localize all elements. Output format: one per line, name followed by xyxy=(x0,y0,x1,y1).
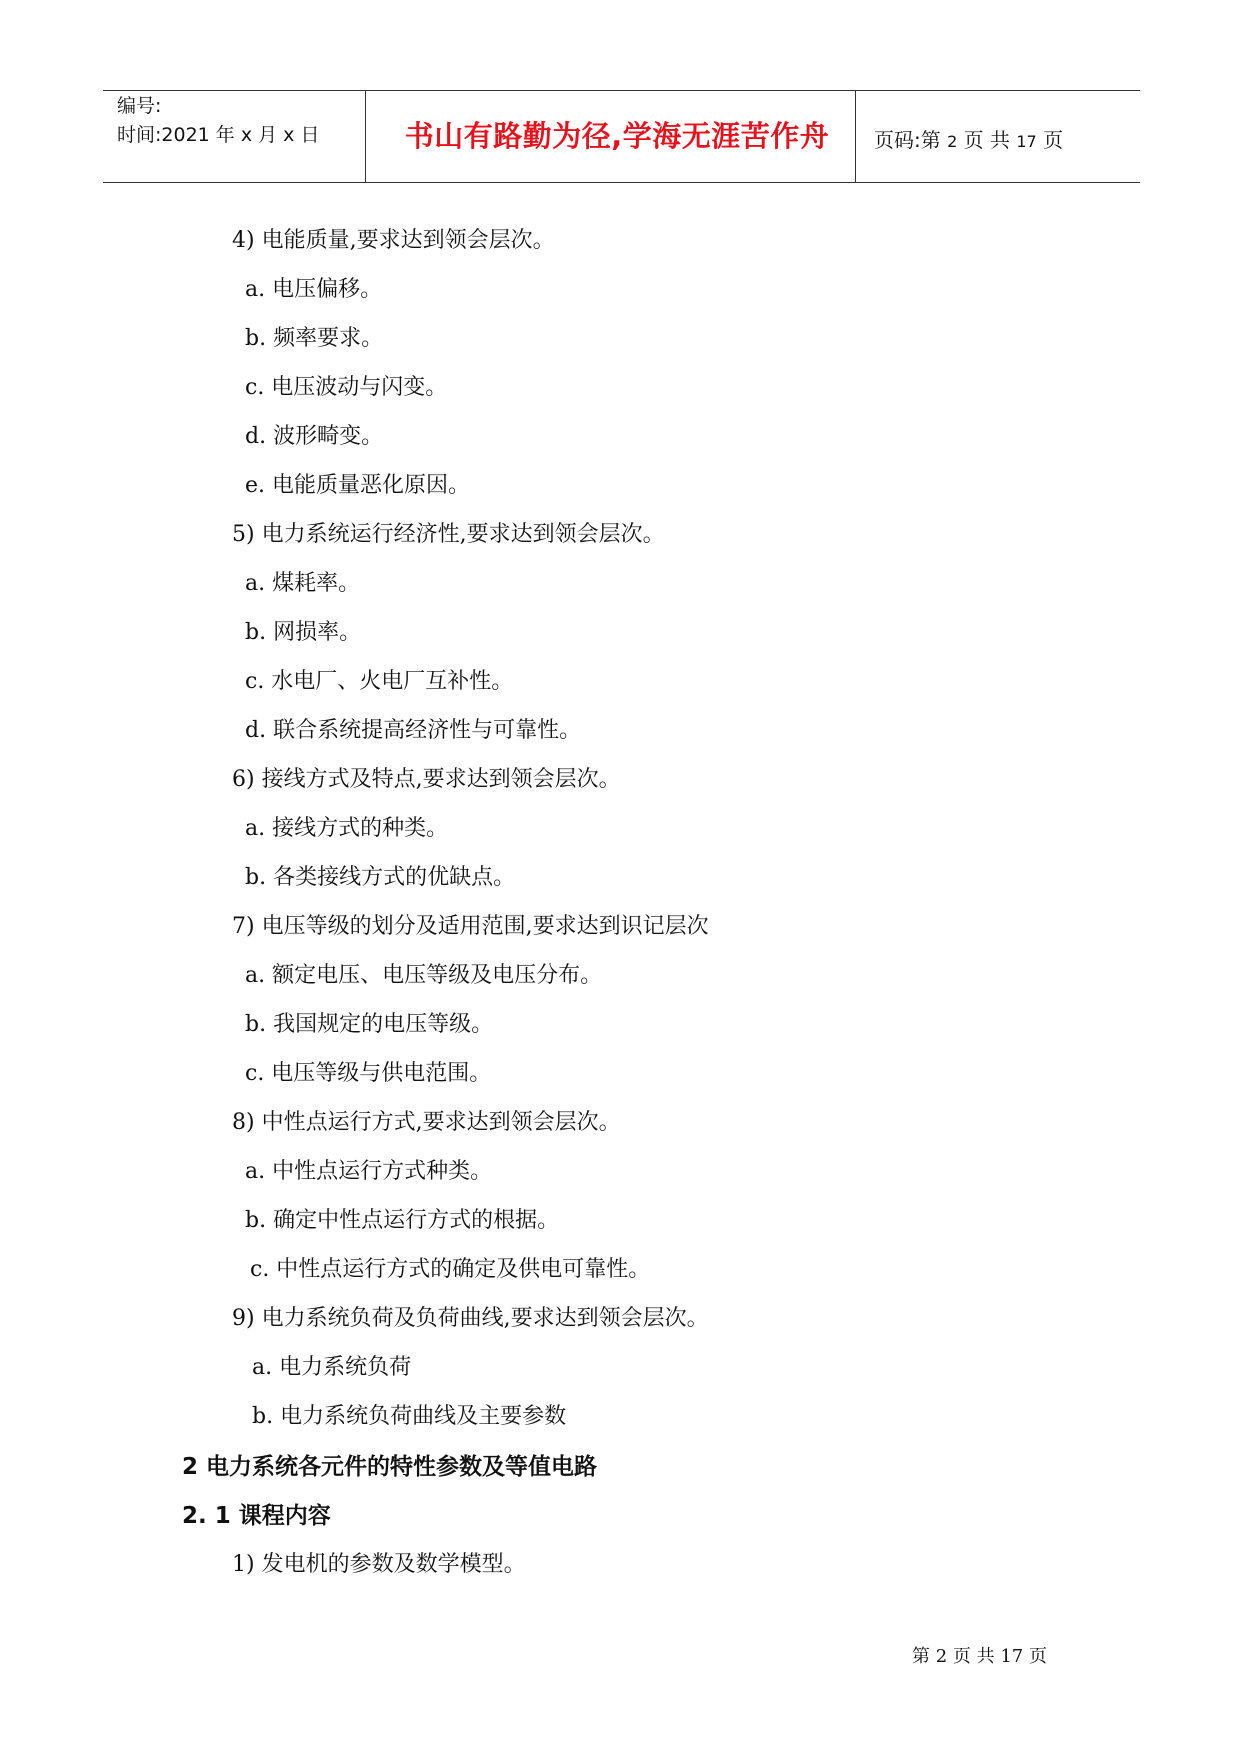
item-4a: a. 电压偏移。 xyxy=(245,277,383,302)
item-8a: a. 中性点运行方式种类。 xyxy=(245,1159,493,1184)
item-4c: c. 电压波动与闪变。 xyxy=(245,375,448,400)
item-4b: b. 频率要求。 xyxy=(245,326,384,351)
item-9a: a. 电力系统负荷 xyxy=(252,1355,412,1380)
item-5d: d. 联合系统提高经济性与可靠性。 xyxy=(245,718,582,743)
item-7c: c. 电压等级与供电范围。 xyxy=(245,1061,492,1086)
item-5c: c. 水电厂、火电厂互补性。 xyxy=(245,669,514,694)
page-footer: 第 2 页 共 17 页 xyxy=(912,1646,1047,1667)
item-9: 9) 电力系统负荷及负荷曲线,要求达到领会层次。 xyxy=(232,1306,709,1331)
page-number: 2 xyxy=(947,132,958,151)
item-6: 6) 接线方式及特点,要求达到领会层次。 xyxy=(232,767,621,792)
page-total: 17 xyxy=(1016,132,1037,151)
item-8: 8) 中性点运行方式,要求达到领会层次。 xyxy=(232,1110,621,1135)
item-7: 7) 电压等级的划分及适用范围,要求达到识记层次 xyxy=(232,914,709,939)
header-divider-left xyxy=(365,90,366,183)
item-6a: a. 接线方式的种类。 xyxy=(245,816,449,841)
section-heading: 2 电力系统各元件的特性参数及等值电路 xyxy=(182,1454,598,1480)
document-number-label: 编号: xyxy=(117,95,162,117)
document-time-label: 时间:2021 年 x 月 x 日 xyxy=(117,124,320,146)
item-5a: a. 煤耗率。 xyxy=(245,571,361,596)
header-top-rule xyxy=(103,90,1140,91)
subsection-heading: 2. 1 课程内容 xyxy=(182,1503,331,1529)
item-7b: b. 我国规定的电压等级。 xyxy=(245,1012,494,1037)
item-4e: e. 电能质量恶化原因。 xyxy=(245,473,471,498)
item-1: 1) 发电机的参数及数学模型。 xyxy=(232,1552,526,1577)
page-prefix: 页码:第 xyxy=(874,128,941,152)
item-4: 4) 电能质量,要求达到领会层次。 xyxy=(232,228,555,253)
item-6b: b. 各类接线方式的优缺点。 xyxy=(245,865,516,890)
page-mid: 页 共 xyxy=(963,128,1011,152)
item-7a: a. 额定电压、电压等级及电压分布。 xyxy=(245,963,603,988)
page-suffix: 页 xyxy=(1043,128,1064,152)
header-motto: 书山有路勤为径,学海无涯苦作舟 xyxy=(404,119,830,153)
item-8c: c. 中性点运行方式的确定及供电可靠性。 xyxy=(250,1257,651,1282)
header-meta xyxy=(117,92,319,150)
item-5b: b. 网损率。 xyxy=(245,620,362,645)
header-page-code xyxy=(874,124,1063,153)
item-5: 5) 电力系统运行经济性,要求达到领会层次。 xyxy=(232,522,665,547)
item-8b: b. 确定中性点运行方式的根据。 xyxy=(245,1208,560,1233)
item-4d: d. 波形畸变。 xyxy=(245,424,384,449)
item-9b: b. 电力系统负荷曲线及主要参数 xyxy=(252,1404,567,1429)
header-bottom-rule xyxy=(103,182,1140,183)
